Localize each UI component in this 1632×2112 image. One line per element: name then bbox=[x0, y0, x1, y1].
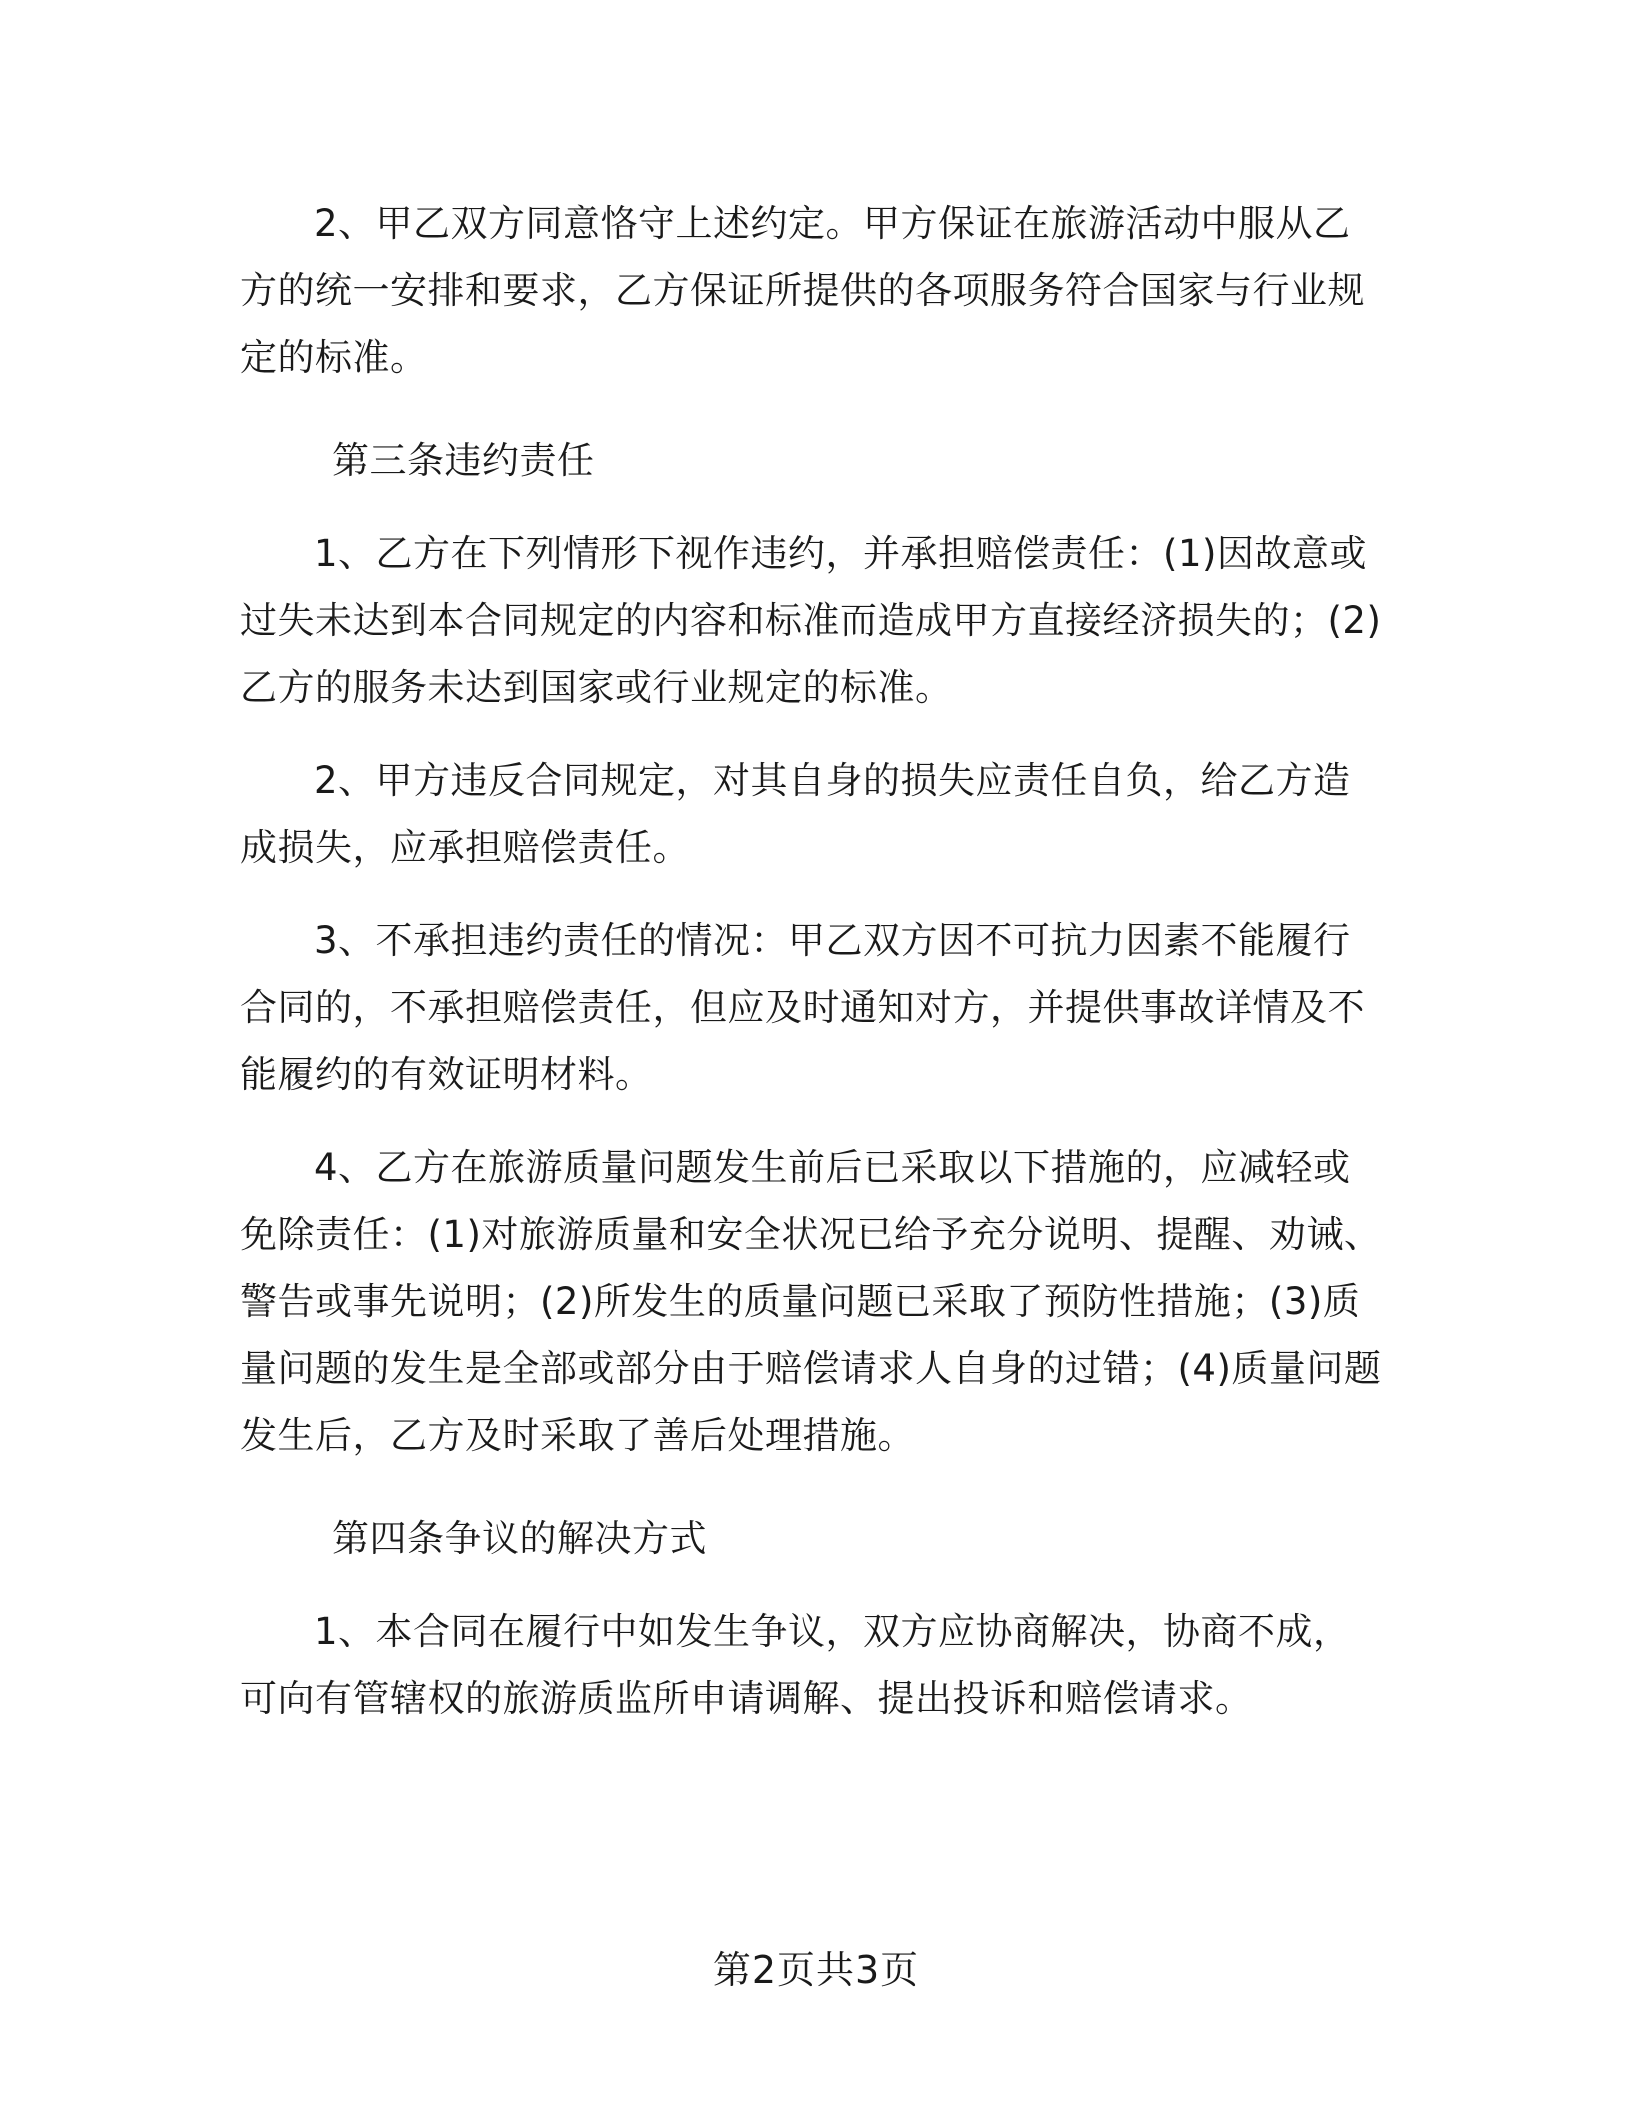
paragraph-4-mitigation: 4、乙方在旅游质量问题发生前后已采取以下措施的，应减轻或免除责任：(1)对旅游质量和安全状况已给予充分说明、提醒、劝诫、警告或事先说明；(2)所发生的质量问题已采取了预防性措施；(3)质量问题的发生是全部或部分由于赔偿请求人自身的过错；(4)质量问题发生后，乙方及时采取了善后处理措施。 bbox=[240, 1146, 1382, 1457]
paragraph-2-party-a-breach: 2、甲方违反合同规定，对其自身的损失应责任自负，给乙方造成损失，应承担赔偿责任。 bbox=[240, 759, 1351, 869]
paragraph-1-party-b-breach: 1、乙方在下列情形下视作违约，并承担赔偿责任：(1)因故意或过失未达到本合同规定的内容和标准而造成甲方直接经济损失的；(2)乙方的服务未达到国家或行业规定的标准。 bbox=[240, 532, 1382, 709]
document-body bbox=[240, 190, 1388, 1758]
paragraph-2-compliance: 2、甲乙双方同意恪守上述约定。甲方保证在旅游活动中服从乙方的统一安排和要求，乙方保证所提供的各项服务符合国家与行业规定的标准。 bbox=[240, 202, 1365, 379]
paragraph-1-dispute: 1、本合同在履行中如发生争议，双方应协商解决，协商不成，可向有管辖权的旅游质监所申请调解、提出投诉和赔偿请求。 bbox=[240, 1610, 1351, 1720]
page-number-footer: 第2页共3页 bbox=[712, 1948, 920, 1992]
paragraph-3-force-majeure: 3、不承担违约责任的情况：甲乙双方因不可抗力因素不能履行合同的，不承担赔偿责任，但应及时通知对方，并提供事故详情及不能履约的有效证明材料。 bbox=[240, 919, 1365, 1096]
section-heading-breach-liability: 第三条违约责任 bbox=[332, 439, 595, 482]
section-heading-dispute-resolution: 第四条争议的解决方式 bbox=[332, 1517, 707, 1560]
